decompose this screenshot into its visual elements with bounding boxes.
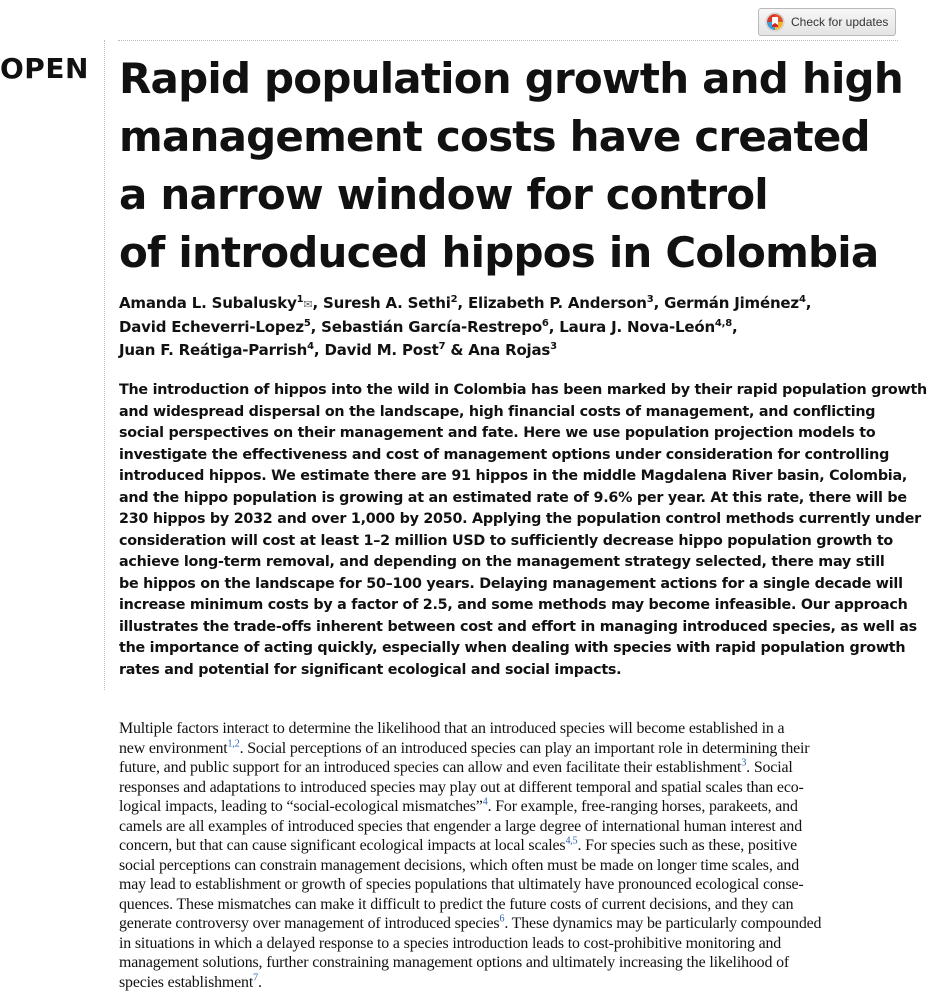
- author-name[interactable]: Laura J. Nova-León: [559, 318, 715, 336]
- author-affiliation: 2: [451, 294, 458, 305]
- author-separator: ,: [549, 318, 560, 336]
- abstract-line: 230 hippos by 2032 and over 1,000 by 2050. Applying the population control methods currently under: [119, 509, 909, 531]
- author-separator: ,: [314, 341, 325, 359]
- author-name[interactable]: Germán Jiménez: [664, 294, 799, 312]
- body-text: .: [258, 974, 262, 991]
- abstract-line: rates and potential for significant ecological and social impacts.: [119, 660, 909, 682]
- citation-link[interactable]: 7: [253, 972, 258, 983]
- body-line: [119, 973, 909, 992]
- author-affiliation: 1: [297, 294, 304, 305]
- author-name[interactable]: Suresh A. Sethi: [323, 294, 451, 312]
- body-text: . For example, free-ranging horses, parakeets, and: [488, 798, 798, 815]
- author-affiliation: 4: [799, 294, 806, 305]
- author-name[interactable]: Amanda L. Subalusky: [119, 294, 297, 312]
- body-text: social perceptions can constrain management decisions, which often must be made on longer time scales, and: [119, 857, 799, 874]
- body-paragraph: [119, 719, 909, 992]
- article-title: [119, 50, 909, 282]
- body-text: . These dynamics may be particularly compounded: [504, 915, 821, 932]
- author-affiliation: 3: [550, 341, 557, 352]
- abstract-line: and widespread dispersal on the landscape, high financial costs of management, and conflicting: [119, 402, 909, 424]
- author-name[interactable]: Sebastián García-Restrepo: [321, 318, 542, 336]
- author-separator: ,: [312, 294, 323, 312]
- citation-link[interactable]: 1,2: [228, 738, 240, 749]
- abstract-line: illustrates the trade-offs inherent between cost and effort in managing introduced species, as well as: [119, 617, 909, 639]
- body-line: [119, 778, 909, 798]
- citation-link[interactable]: 6: [499, 914, 504, 925]
- body-line: [119, 934, 909, 954]
- body-text: species establishment: [119, 974, 253, 991]
- body-line: [119, 856, 909, 876]
- author-separator: &: [445, 341, 468, 359]
- abstract-line: consideration will cost at least 1–2 million USD to sufficiently decrease hippo population growth to: [119, 531, 909, 553]
- body-text: in situations in which a delayed response to a species introduction leads to cost-prohibitive monitoring and: [119, 935, 781, 952]
- author-separator: ,: [654, 294, 665, 312]
- author-affiliation: 7: [439, 341, 446, 352]
- body-text: new environment: [119, 740, 228, 757]
- body-line: [119, 895, 909, 915]
- open-access-label: OPEN: [0, 52, 89, 85]
- author-name[interactable]: David M. Post: [324, 341, 438, 359]
- abstract-line: The introduction of hippos into the wild in Colombia has been marked by their rapid population growth: [119, 380, 909, 402]
- body-text: concern, but that can cause significant ecological impacts at local scales: [119, 837, 565, 854]
- top-divider: [118, 40, 898, 41]
- body-line: [119, 836, 909, 856]
- abstract-line: increase minimum costs by a factor of 2.5, and some methods may become infeasible. Our approach: [119, 595, 909, 617]
- body-text: responses and adaptations to introduced species may play out at different temporal and spatial scales than eco-: [119, 779, 804, 796]
- title-line: a narrow window for control: [119, 166, 909, 224]
- author-name[interactable]: Ana Rojas: [468, 341, 550, 359]
- abstract: [119, 380, 909, 681]
- author-separator: ,: [311, 318, 322, 336]
- body-line: [119, 953, 909, 973]
- body-line: [119, 817, 909, 837]
- body-text: . For species such as these, positive: [578, 837, 798, 854]
- body-line: [119, 719, 909, 739]
- body-text: generate controversy over management of introduced species: [119, 915, 499, 932]
- author-name[interactable]: Elizabeth P. Anderson: [468, 294, 647, 312]
- author-affiliation: 5: [304, 318, 311, 329]
- author-affiliation: 4: [307, 341, 314, 352]
- author-name[interactable]: Juan F. Reátiga-Parrish: [119, 341, 307, 359]
- title-line: of introduced hippos in Colombia: [119, 224, 909, 282]
- body-line: [119, 875, 909, 895]
- left-divider: [104, 40, 105, 690]
- title-line: management costs have created: [119, 108, 909, 166]
- citation-link[interactable]: 3: [741, 758, 746, 769]
- citation-link[interactable]: 4: [483, 797, 488, 808]
- body-line: [119, 739, 909, 759]
- body-text: management solutions, further constraining management options and ultimately increasing the likelihood of: [119, 954, 789, 971]
- abstract-line: achieve long-term removal, and depending on the management strategy selected, there may still: [119, 552, 909, 574]
- body-text: camels are all examples of introduced species that engender a large degree of international human interest and: [119, 818, 802, 835]
- abstract-line: investigate the effectiveness and cost of management options under consideration for controlling: [119, 445, 909, 467]
- body-text: Multiple factors interact to determine the likelihood that an introduced species will become established in a: [119, 720, 784, 737]
- body-line: [119, 797, 909, 817]
- body-line: [119, 758, 909, 778]
- author-affiliation: 3: [647, 294, 654, 305]
- check-for-updates-button[interactable]: [758, 8, 896, 36]
- abstract-line: the importance of acting quickly, especially when dealing with species with rapid population growth: [119, 638, 909, 660]
- author-separator: ,: [457, 294, 468, 312]
- body-text: logical impacts, leading to “social-ecological mismatches”: [119, 798, 483, 815]
- abstract-line: introduced hippos. We estimate there are 91 hippos in the middle Magdalena River basin, Colombia,: [119, 466, 909, 488]
- author-name[interactable]: David Echeverri-Lopez: [119, 318, 304, 336]
- body-line: [119, 914, 909, 934]
- body-text: quences. These mismatches can make it difficult to predict the future costs of current decisions, and they can: [119, 896, 793, 913]
- crossmark-icon: [765, 12, 785, 32]
- abstract-line: social perspectives on their management and fate. Here we use population projection models to: [119, 423, 909, 445]
- author-affiliation: 6: [542, 318, 549, 329]
- body-text: future, and public support for an introduced species can allow and even facilitate their establishment: [119, 759, 741, 776]
- abstract-line: and the hippo population is growing at an estimated rate of 9.6% per year. At this rate, there will be: [119, 488, 909, 510]
- author-separator: ,: [732, 318, 738, 336]
- envelope-icon[interactable]: ✉: [303, 298, 312, 311]
- author-separator: ,: [806, 294, 812, 312]
- author-list: [119, 292, 909, 362]
- title-line: Rapid population growth and high: [119, 50, 909, 108]
- citation-link[interactable]: 4,5: [565, 836, 577, 847]
- abstract-line: be hippos on the landscape for 50–100 years. Delaying management actions for a single decade will: [119, 574, 909, 596]
- check-for-updates-label: Check for updates: [791, 15, 888, 29]
- author-affiliation: 4,8: [715, 318, 732, 329]
- body-text: . Social perceptions of an introduced species can play an important role in determining their: [240, 740, 810, 757]
- body-text: . Social: [746, 759, 792, 776]
- body-text: may lead to establishment or growth of species populations that ultimately have pronounced ecological conse-: [119, 876, 804, 893]
